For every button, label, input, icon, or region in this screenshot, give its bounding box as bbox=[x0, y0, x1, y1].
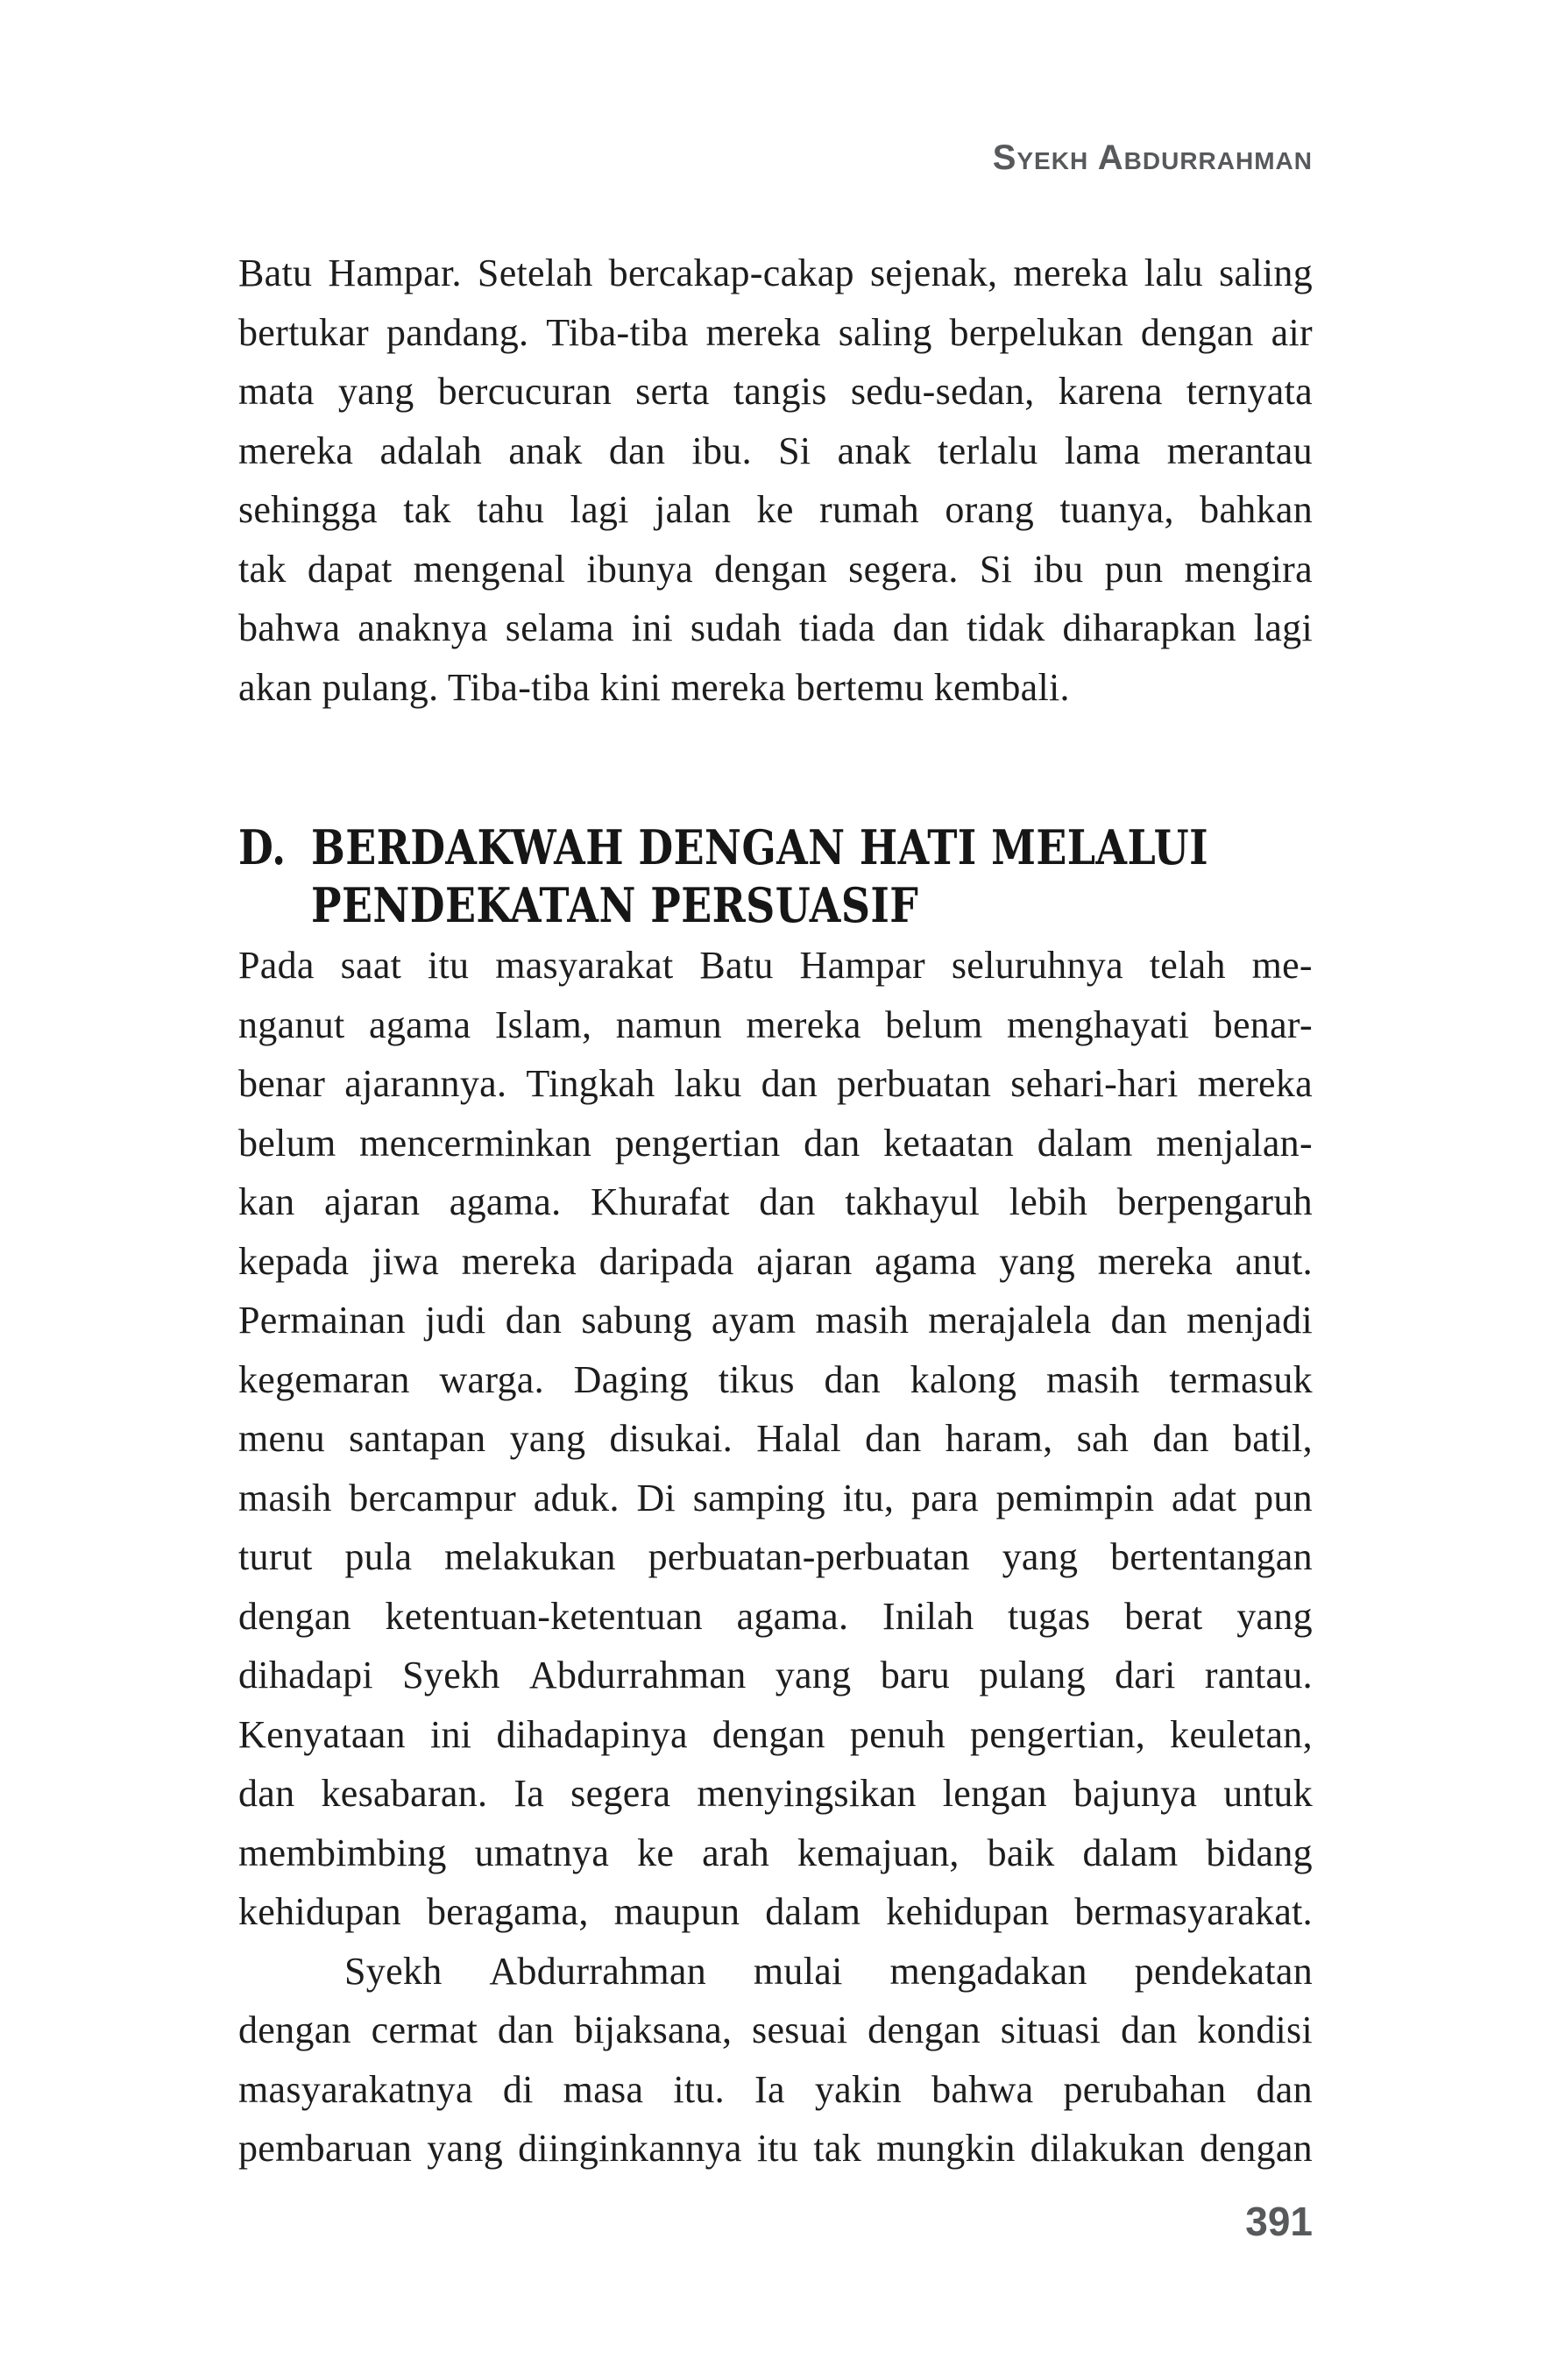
section-heading-label bbox=[238, 818, 311, 934]
section-heading-line-1: BERDAKWAH DENGAN HATI MELALUI bbox=[311, 819, 1209, 875]
section-heading-line-2: PENDEKATAN PERSUASIF bbox=[311, 877, 919, 933]
text-line: bahwa anaknya selama ini sudah tiada dan tidak diharapkan lagi bbox=[238, 606, 1313, 649]
text-line: turut pula melakukan perbuatan-perbuatan yang bertentangan bbox=[238, 1535, 1313, 1578]
text-line: belum mencerminkan pengertian dan ketaatan dalam menjalan- bbox=[238, 1121, 1313, 1165]
text-line: Permainan judi dan sabung ayam masih merajalela dan menjadi bbox=[238, 1299, 1313, 1342]
section-heading-label-text: D. bbox=[238, 819, 287, 875]
text-line: dengan cermat dan bijaksana, sesuai dengan situasi dan kondisi bbox=[238, 2008, 1313, 2051]
text-line: akan pulang. Tiba-tiba kini mereka bertemu kembali. bbox=[238, 665, 1070, 709]
text-line: kan ajaran agama. Khurafat dan takhayul lebih berpengaruh bbox=[238, 1180, 1313, 1223]
text-line: pembaruan yang diinginkannya itu tak mungkin dilakukan dengan bbox=[238, 2127, 1313, 2170]
paragraph-1 bbox=[238, 244, 1313, 717]
text-line: Batu Hampar. Setelah bercakap-cakap sejenak, mereka lalu saling bbox=[238, 251, 1313, 294]
text-line: kegemaran warga. Daging tikus dan kalong masih termasuk bbox=[238, 1357, 1313, 1401]
text-line: bertukar pandang. Tiba-tiba mereka saling berpelukan dengan air bbox=[238, 310, 1313, 354]
text-line: masyarakatnya di masa itu. Ia yakin bahwa perubahan dan bbox=[238, 2067, 1313, 2111]
text-line: sehingga tak tahu lagi jalan ke rumah orang tuanya, bahkan bbox=[238, 488, 1313, 531]
paragraph-3 bbox=[238, 1942, 1313, 2178]
text-column bbox=[238, 244, 1313, 2178]
running-header: Syekh Abdurrahman bbox=[992, 138, 1313, 177]
text-line: Syekh Abdurrahman mulai mengadakan pendekatan bbox=[344, 1949, 1313, 1993]
text-line: nganut agama Islam, namun mereka belum menghayati benar- bbox=[238, 1002, 1313, 1046]
text-line: kepada jiwa mereka daripada ajaran agama yang mereka anut. bbox=[238, 1239, 1313, 1283]
text-line: kehidupan beragama, maupun dalam kehidupan bermasyarakat. bbox=[238, 1890, 1313, 1933]
text-line: Pada saat itu masyarakat Batu Hampar seluruhnya telah me- bbox=[238, 944, 1313, 987]
text-line: dengan ketentuan-ketentuan agama. Inilah tugas berat yang bbox=[238, 1594, 1313, 1638]
text-line: membimbing umatnya ke arah kemajuan, baik dalam bidang bbox=[238, 1831, 1313, 1874]
text-line: mata yang bercucuran serta tangis sedu-sedan, karena ternyata bbox=[238, 370, 1313, 413]
section-heading bbox=[238, 818, 1313, 934]
text-line: mereka adalah anak dan ibu. Si anak terlalu lama merantau bbox=[238, 429, 1313, 472]
text-line: dihadapi Syekh Abdurrahman yang baru pulang dari rantau. bbox=[238, 1654, 1313, 1696]
text-line: Kenyataan ini dihadapinya dengan penuh pengertian, keuletan, bbox=[238, 1712, 1313, 1756]
paragraph-2 bbox=[238, 936, 1313, 1942]
text-line: masih bercampur aduk. Di samping itu, para pemimpin adat pun bbox=[238, 1476, 1313, 1519]
section-heading-lines bbox=[311, 818, 1367, 934]
text-line: benar ajarannya. Tingkah laku dan perbuatan sehari-hari mereka bbox=[238, 1062, 1313, 1105]
text-line: dan kesabaran. Ia segera menyingsikan lengan bajunya untuk bbox=[238, 1772, 1313, 1815]
text-line: menu santapan yang disukai. Halal dan haram, sah dan batil, bbox=[238, 1417, 1313, 1460]
text-line: tak dapat mengenal ibunya dengan segera. Si ibu pun mengira bbox=[238, 547, 1313, 591]
page-number: 391 bbox=[1245, 2199, 1313, 2244]
